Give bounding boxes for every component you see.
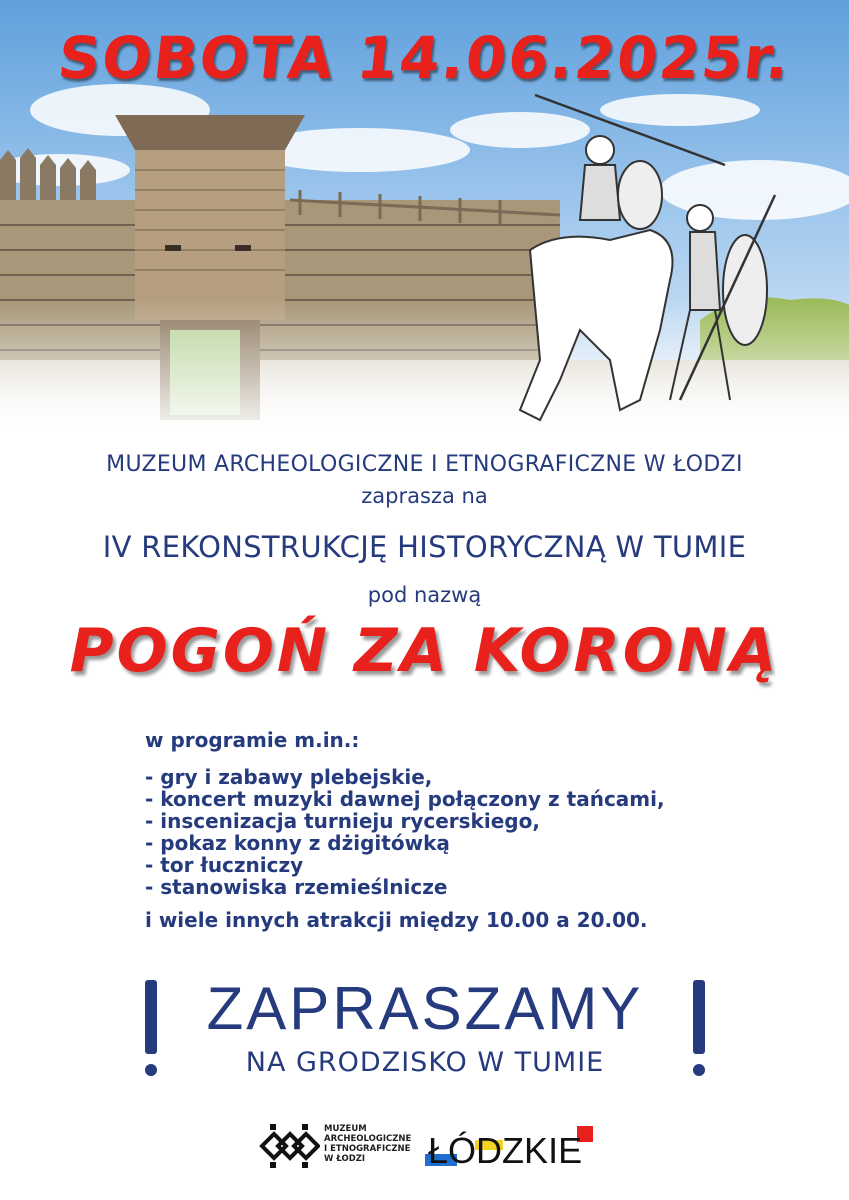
- program-item: - gry i zabawy plebejskie,: [145, 765, 433, 789]
- exclamation-left-icon: [145, 980, 157, 1080]
- program-footer: i wiele innych atrakcji między 10.00 a 20.00.: [145, 908, 648, 932]
- event-title: POGOŃ ZA KORONĄ: [69, 616, 780, 686]
- reconstruction-heading: IV REKONSTRUKCJĘ HISTORYCZNĄ W TUMIE: [102, 530, 747, 564]
- under-name-text: pod nazwą: [367, 583, 482, 607]
- program-item: - tor łuczniczy: [145, 853, 304, 877]
- museum-logo-icon: [258, 1122, 320, 1170]
- museum-name: MUZEUM ARCHEOLOGICZNE I ETNOGRAFICZNE W ŁODZI: [106, 452, 743, 477]
- program-list: [145, 766, 665, 898]
- museum-logo-text: MUZEUM ARCHEOLOGICZNE I ETNOGRAFICZNE W ŁODZI: [324, 1124, 412, 1164]
- exclamation-right-icon: [693, 980, 705, 1080]
- program-item: - koncert muzyki dawnej połączony z tańcami,: [145, 787, 665, 811]
- program-heading: w programie m.in.:: [145, 728, 360, 752]
- event-date: SOBOTA 14.06.2025r.: [54, 24, 795, 92]
- program-item: - inscenizacja turnieju rycerskiego,: [145, 809, 540, 833]
- closing-small: NA GRODZISKO W TUMIE: [245, 1047, 605, 1078]
- closing-block: [145, 975, 705, 1090]
- program-item: - stanowiska rzemieślnicze: [145, 875, 448, 899]
- closing-big: ZAPRASZAMY: [206, 975, 644, 1042]
- lodzkie-logo-text: ŁÓDZKIE: [428, 1130, 583, 1171]
- program-item: - pokaz konny z dżigitówką: [145, 831, 450, 855]
- invite-text: zaprasza na: [361, 484, 488, 508]
